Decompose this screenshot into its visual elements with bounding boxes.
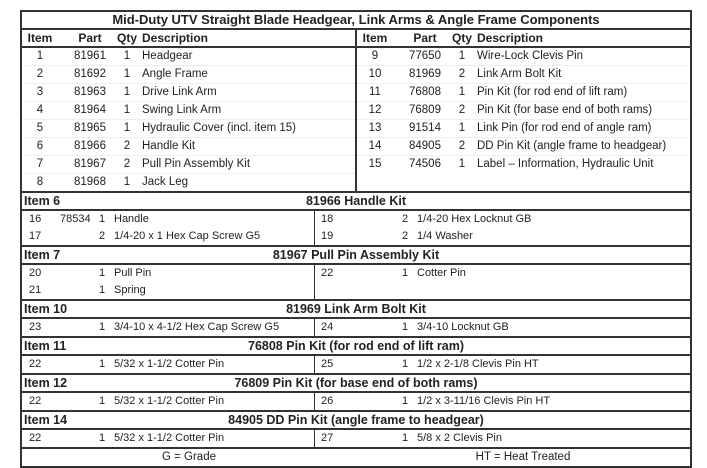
column-headers — [22, 30, 690, 48]
cell-item: 16 — [29, 213, 42, 225]
cell-qty: 1 — [123, 122, 131, 134]
cell-description: Pull Pin — [114, 267, 152, 279]
kit-row — [315, 356, 690, 373]
kit-row — [22, 356, 314, 373]
kit-row — [22, 211, 314, 228]
main-parts-right — [357, 48, 690, 191]
kit-header — [22, 412, 690, 430]
table-row — [22, 156, 355, 174]
table-row — [22, 66, 355, 84]
cell-qty: 1 — [458, 122, 466, 134]
cell-part: 81966 — [74, 140, 106, 152]
cell-item: 22 — [29, 358, 42, 370]
cell-item: 26 — [321, 395, 334, 407]
kit-title: 81967 Pull Pin Assembly Kit — [272, 248, 440, 262]
table-row — [357, 156, 690, 173]
cell-description: Jack Leg — [142, 176, 189, 188]
cell-item: 21 — [29, 284, 42, 296]
kit-header — [22, 193, 690, 211]
kit-header — [22, 247, 690, 265]
kit-row — [315, 430, 690, 447]
kit-body — [22, 393, 690, 412]
cell-item: 4 — [36, 104, 44, 116]
cell-item: 24 — [321, 321, 334, 333]
cell-description: 5/32 x 1-1/2 Cotter Pin — [114, 358, 225, 370]
cell-description: Wire-Lock Clevis Pin — [477, 50, 584, 62]
cell-part: 76809 — [409, 104, 441, 116]
legend-grade: G = Grade — [161, 451, 216, 463]
legend-heat-treated: HT = Heat Treated — [475, 451, 571, 463]
cell-description: Headgear — [142, 50, 193, 62]
cell-item: 22 — [321, 267, 334, 279]
kit-left-column — [22, 356, 315, 373]
cell-qty: 1 — [401, 267, 409, 279]
table-row — [357, 138, 690, 156]
kit-left-column — [22, 430, 315, 447]
kit-body — [22, 319, 690, 338]
main-parts-left — [22, 48, 357, 191]
cell-qty: 1 — [401, 358, 409, 370]
main-parts-list — [22, 48, 690, 193]
cell-qty: 1 — [458, 158, 466, 170]
table-row — [22, 84, 355, 102]
cell-qty: 1 — [98, 432, 106, 444]
cell-description: Spring — [114, 284, 146, 296]
table-title: Mid-Duty UTV Straight Blade Headgear, Link Arms & Angle Frame Components — [22, 12, 690, 30]
header-part: Part — [78, 31, 102, 45]
kit-item-label: Item 14 — [24, 413, 68, 427]
header-description: Description — [142, 31, 209, 45]
cell-item: 17 — [29, 230, 42, 242]
cell-item: 19 — [321, 230, 334, 242]
kit-title: 81966 Handle Kit — [305, 194, 407, 208]
cell-description: Swing Link Arm — [142, 104, 222, 116]
cell-description: Pull Pin Assembly Kit — [142, 158, 251, 170]
kit-row — [22, 265, 314, 282]
cell-description: 3/4-10 x 4-1/2 Hex Cap Screw G5 — [114, 321, 280, 333]
cell-item: 22 — [29, 395, 42, 407]
kit-item-label: Item 11 — [24, 339, 67, 353]
cell-qty: 1 — [123, 68, 131, 80]
cell-part: 81965 — [74, 122, 106, 134]
parts-table — [20, 10, 692, 468]
cell-qty: 2 — [123, 140, 131, 152]
kit-row — [315, 211, 690, 228]
cell-qty: 2 — [458, 140, 466, 152]
cell-description: Link Pin (for rod end of angle ram) — [477, 122, 652, 134]
cell-description: 5/8 x 2 Clevis Pin — [417, 432, 502, 444]
kit-body — [22, 211, 690, 247]
cell-item: 25 — [321, 358, 334, 370]
cell-item: 27 — [321, 432, 334, 444]
cell-qty: 1 — [98, 213, 106, 225]
cell-qty: 2 — [98, 230, 106, 242]
cell-item: 22 — [29, 432, 42, 444]
cell-item: 20 — [29, 267, 42, 279]
cell-description: Pin Kit (for rod end of lift ram) — [477, 86, 628, 98]
kit-body — [22, 356, 690, 375]
kit-row — [315, 282, 690, 299]
kit-header — [22, 301, 690, 319]
header-part: Part — [413, 31, 437, 45]
kit-row — [315, 319, 690, 336]
cell-qty: 1 — [401, 395, 409, 407]
cell-description: DD Pin Kit (angle frame to headgear) — [477, 140, 667, 152]
kit-item-label: Item 10 — [24, 302, 68, 316]
cell-qty: 1 — [123, 176, 131, 188]
kit-left-column — [22, 393, 315, 410]
header-item: Item — [27, 31, 53, 45]
kit-left-column — [22, 265, 315, 299]
cell-part: 91514 — [409, 122, 441, 134]
cell-item: 11 — [369, 86, 381, 98]
cell-qty: 2 — [458, 68, 466, 80]
cell-item: 18 — [321, 213, 334, 225]
cell-description: 5/32 x 1-1/2 Cotter Pin — [114, 432, 225, 444]
table-row — [357, 66, 690, 84]
cell-description: Label – Information, Hydraulic Unit — [477, 158, 654, 170]
cell-item: 9 — [371, 50, 379, 62]
cell-description: 1/2 x 3-11/16 Clevis Pin HT — [417, 395, 551, 407]
cell-item: 7 — [36, 158, 44, 170]
cell-description: Handle Kit — [142, 140, 196, 152]
cell-part: 81961 — [74, 50, 106, 62]
cell-qty: 1 — [98, 321, 106, 333]
kit-left-column — [22, 319, 315, 336]
cell-description: 1/2 x 2-1/8 Clevis Pin HT — [417, 358, 539, 370]
cell-item: 10 — [368, 68, 382, 80]
header-item: Item — [362, 31, 388, 45]
cell-description: 1/4 Washer — [417, 230, 473, 242]
cell-part: 76808 — [409, 86, 441, 98]
cell-item: 6 — [36, 140, 44, 152]
cell-qty: 1 — [401, 321, 409, 333]
cell-item: 13 — [368, 122, 382, 134]
cell-description: Angle Frame — [142, 68, 208, 80]
kit-right-column — [315, 211, 690, 245]
kit-item-label: Item 7 — [24, 248, 61, 262]
cell-description: Drive Link Arm — [142, 86, 217, 98]
cell-qty: 1 — [458, 50, 466, 62]
cell-description: Handle — [114, 213, 149, 225]
cell-description: Cotter Pin — [417, 267, 466, 279]
kit-row — [22, 430, 314, 447]
table-row — [357, 84, 690, 102]
table-row — [22, 48, 355, 66]
cell-qty: 1 — [123, 104, 131, 116]
cell-description: 5/32 x 1-1/2 Cotter Pin — [114, 395, 225, 407]
cell-item: 1 — [36, 50, 44, 62]
kit-header — [22, 375, 690, 393]
kit-row — [22, 393, 314, 410]
table-row — [22, 174, 355, 191]
kit-right-column — [315, 430, 690, 447]
legend-footer — [22, 449, 690, 466]
table-row — [22, 120, 355, 138]
kit-title: 76809 Pin Kit (for base end of both rams) — [234, 376, 478, 390]
header-qty: Qty — [117, 31, 138, 45]
cell-part: 74506 — [409, 158, 441, 170]
table-row — [357, 102, 690, 120]
cell-description: Hydraulic Cover (incl. item 15) — [142, 122, 297, 134]
cell-item: 8 — [36, 176, 44, 188]
kit-item-label: Item 6 — [24, 194, 61, 208]
kit-body — [22, 430, 690, 449]
kit-title: 84905 DD Pin Kit (angle frame to headgear) — [228, 413, 484, 427]
cell-part: 81968 — [74, 176, 106, 188]
cell-qty: 2 — [123, 158, 131, 170]
cell-part: 81692 — [74, 68, 106, 80]
table-row — [22, 102, 355, 120]
cell-description: Pin Kit (for base end of both rams) — [477, 104, 653, 116]
kit-left-column — [22, 211, 315, 245]
kit-row — [315, 265, 690, 282]
table-row — [357, 120, 690, 138]
kit-row — [22, 228, 314, 245]
kit-row — [315, 228, 690, 245]
kit-sections — [22, 193, 690, 449]
kit-right-column — [315, 356, 690, 373]
cell-qty: 1 — [98, 358, 106, 370]
cell-item: 15 — [368, 158, 382, 170]
cell-qty: 2 — [458, 104, 466, 116]
header-left — [22, 30, 357, 46]
cell-part: 81964 — [74, 104, 106, 116]
table-row — [22, 138, 355, 156]
cell-item: 12 — [368, 104, 382, 116]
cell-part: 78534 — [60, 213, 91, 225]
header-description: Description — [477, 31, 544, 45]
cell-part: 81969 — [409, 68, 441, 80]
cell-description: Link Arm Bolt Kit — [477, 68, 562, 80]
kit-body — [22, 265, 690, 301]
cell-qty: 1 — [98, 395, 106, 407]
cell-item: 3 — [36, 86, 44, 98]
kit-row — [22, 282, 314, 299]
kit-item-label: Item 12 — [24, 376, 68, 390]
cell-qty: 1 — [401, 432, 409, 444]
cell-qty: 1 — [458, 86, 466, 98]
cell-part: 81963 — [74, 86, 106, 98]
cell-item: 23 — [29, 321, 42, 333]
cell-qty: 1 — [98, 267, 106, 279]
cell-qty: 1 — [98, 284, 106, 296]
kit-title: 76808 Pin Kit (for rod end of lift ram) — [248, 339, 464, 353]
header-qty: Qty — [452, 31, 473, 45]
cell-item: 14 — [368, 140, 382, 152]
kit-right-column — [315, 265, 690, 299]
cell-description: 1/4-20 x 1 Hex Cap Screw G5 — [114, 230, 261, 242]
cell-item: 5 — [36, 122, 44, 134]
kit-row — [315, 393, 690, 410]
kit-header — [22, 338, 690, 356]
cell-qty: 2 — [401, 213, 409, 225]
kit-right-column — [315, 319, 690, 336]
kit-row — [22, 319, 314, 336]
cell-part: 84905 — [409, 140, 441, 152]
table-row — [357, 48, 690, 66]
kit-right-column — [315, 393, 690, 410]
kit-title: 81969 Link Arm Bolt Kit — [286, 302, 426, 316]
cell-qty: 1 — [123, 50, 131, 62]
cell-part: 81967 — [74, 158, 106, 170]
cell-description: 1/4-20 Hex Locknut GB — [417, 213, 532, 225]
cell-qty: 1 — [123, 86, 131, 98]
header-right — [357, 30, 690, 46]
cell-item: 2 — [36, 68, 44, 80]
cell-description: 3/4-10 Locknut GB — [417, 321, 509, 333]
cell-part: 77650 — [409, 50, 441, 62]
cell-qty: 2 — [401, 230, 409, 242]
